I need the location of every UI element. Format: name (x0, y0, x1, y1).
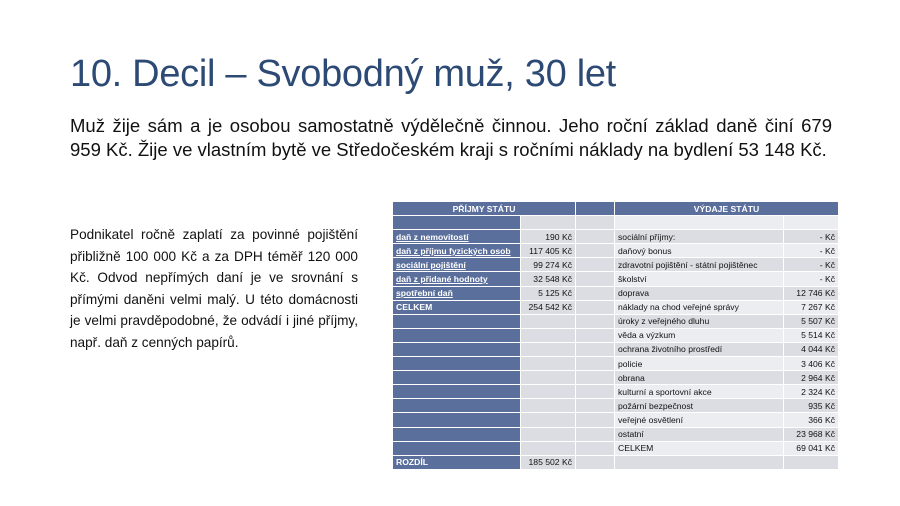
table-row (393, 272, 839, 286)
gap-cell (576, 357, 615, 371)
income-label-empty (393, 371, 521, 385)
income-value: 190 Kč (521, 230, 576, 244)
income-value: 32 548 Kč (521, 272, 576, 286)
difference-label: ROZDÍL (393, 455, 521, 469)
table-row (393, 258, 839, 272)
gap-cell (576, 314, 615, 328)
expense-value: - Kč (784, 244, 839, 258)
income-label: sociální pojištění (393, 258, 521, 272)
slide-title: 10. Decil – Svobodný muž, 30 let (70, 53, 616, 95)
gap-cell (576, 455, 615, 469)
expense-label: úroky z veřejného dluhu (615, 314, 784, 328)
table-row (393, 286, 839, 300)
expense-label: obrana (615, 371, 784, 385)
intro-paragraph: Muž žije sám a je osobou samostatně výdělečně činnou. Jeho roční základ daně činí 679 959 Kč. Žije ve vlastním bytě ve Středočeském kraji s ročními náklady na bydlení 53 148 Kč. (70, 115, 832, 160)
table-row (393, 216, 839, 230)
income-label-empty (393, 328, 521, 342)
income-value-empty (521, 385, 576, 399)
income-value-empty (521, 427, 576, 441)
gap-cell (576, 244, 615, 258)
table-header-row (393, 202, 839, 216)
table-row (393, 342, 839, 356)
income-value-empty (521, 342, 576, 356)
expense-value: 935 Kč (784, 399, 839, 413)
expense-label: věda a výzkum (615, 328, 784, 342)
gap-cell (576, 272, 615, 286)
expense-label: ostatní (615, 427, 784, 441)
income-value-empty (521, 216, 576, 230)
gap-cell (576, 441, 615, 455)
table-row (393, 455, 839, 469)
gap-cell (576, 427, 615, 441)
expense-label: daňový bonus (615, 244, 784, 258)
income-label-empty (393, 342, 521, 356)
gap-cell (576, 258, 615, 272)
gap-cell (576, 286, 615, 300)
budget-table (392, 201, 839, 470)
income-label: daň z příjmu fyzických osob (393, 244, 521, 258)
gap-cell (576, 216, 615, 230)
income-label: spotřební daň (393, 286, 521, 300)
expense-label: policie (615, 357, 784, 371)
expense-value: - Kč (784, 272, 839, 286)
income-value-empty (521, 371, 576, 385)
table-row (393, 300, 839, 314)
table-row (393, 230, 839, 244)
expense-value-empty (784, 455, 839, 469)
income-value-empty (521, 357, 576, 371)
table-row (393, 413, 839, 427)
income-label-empty (393, 427, 521, 441)
expense-value: 5 514 Kč (784, 328, 839, 342)
gap-cell (576, 328, 615, 342)
table-row (393, 357, 839, 371)
income-value-empty (521, 314, 576, 328)
income-label-empty (393, 413, 521, 427)
income-label: daň z nemovitostí (393, 230, 521, 244)
gap-cell (576, 371, 615, 385)
gap-cell (576, 230, 615, 244)
expense-value: 366 Kč (784, 413, 839, 427)
income-value-empty (521, 328, 576, 342)
expense-label: požární bezpečnost (615, 399, 784, 413)
income-value: 254 542 Kč (521, 300, 576, 314)
income-value-empty (521, 413, 576, 427)
table-row (393, 399, 839, 413)
expense-value: 12 746 Kč (784, 286, 839, 300)
expense-label: náklady na chod veřejné správy (615, 300, 784, 314)
expense-value: 5 507 Kč (784, 314, 839, 328)
table-row (393, 385, 839, 399)
gap-cell (576, 342, 615, 356)
expense-value: 2 324 Kč (784, 385, 839, 399)
income-value-empty (521, 399, 576, 413)
expense-header: VÝDAJE STÁTU (615, 202, 839, 216)
income-label: CELKEM (393, 300, 521, 314)
gap-cell (576, 300, 615, 314)
expense-value: 2 964 Kč (784, 371, 839, 385)
expense-label-empty (615, 455, 784, 469)
table-row (393, 427, 839, 441)
expense-label: školství (615, 272, 784, 286)
income-label-empty (393, 441, 521, 455)
expense-value: - Kč (784, 230, 839, 244)
income-label-empty (393, 216, 521, 230)
expense-label: ochrana životního prostředí (615, 342, 784, 356)
side-paragraph: Podnikatel ročně zaplatí za povinné pojištění přibližně 100 000 Kč a za DPH téměř 120 000 Kč. Odvod nepřímých daní je ve srovnání s přímými daněni velmi malý. U této domácnosti je velmi pravděpodobné, že odvádí i jiné příjmy, např. daň z cenných papírů. (70, 227, 358, 350)
expense-value: - Kč (784, 258, 839, 272)
income-label-empty (393, 399, 521, 413)
expense-label-empty (615, 216, 784, 230)
expense-label: veřejné osvětlení (615, 413, 784, 427)
gap-cell (576, 399, 615, 413)
expense-label: kulturní a sportovní akce (615, 385, 784, 399)
table-row (393, 328, 839, 342)
expense-value: 3 406 Kč (784, 357, 839, 371)
income-value: 5 125 Kč (521, 286, 576, 300)
expense-value: 23 968 Kč (784, 427, 839, 441)
income-value: 99 274 Kč (521, 258, 576, 272)
income-label-empty (393, 357, 521, 371)
table-row (393, 314, 839, 328)
header-gap (576, 202, 615, 216)
income-label-empty (393, 385, 521, 399)
income-value-empty (521, 441, 576, 455)
gap-cell (576, 385, 615, 399)
expense-label: zdravotní pojištění - státní pojištěnec (615, 258, 784, 272)
income-label-empty (393, 314, 521, 328)
table-row (393, 441, 839, 455)
expense-value: 4 044 Kč (784, 342, 839, 356)
table-row (393, 244, 839, 258)
expense-label: doprava (615, 286, 784, 300)
difference-value: 185 502 Kč (521, 455, 576, 469)
expense-label: sociální příjmy: (615, 230, 784, 244)
table-row (393, 371, 839, 385)
expense-value: 7 267 Kč (784, 300, 839, 314)
expense-value-empty (784, 216, 839, 230)
expense-value: 69 041 Kč (784, 441, 839, 455)
gap-cell (576, 413, 615, 427)
income-label: daň z přidané hodnoty (393, 272, 521, 286)
expense-label: CELKEM (615, 441, 784, 455)
income-header: PŘÍJMY STÁTU (393, 202, 576, 216)
income-value: 117 405 Kč (521, 244, 576, 258)
